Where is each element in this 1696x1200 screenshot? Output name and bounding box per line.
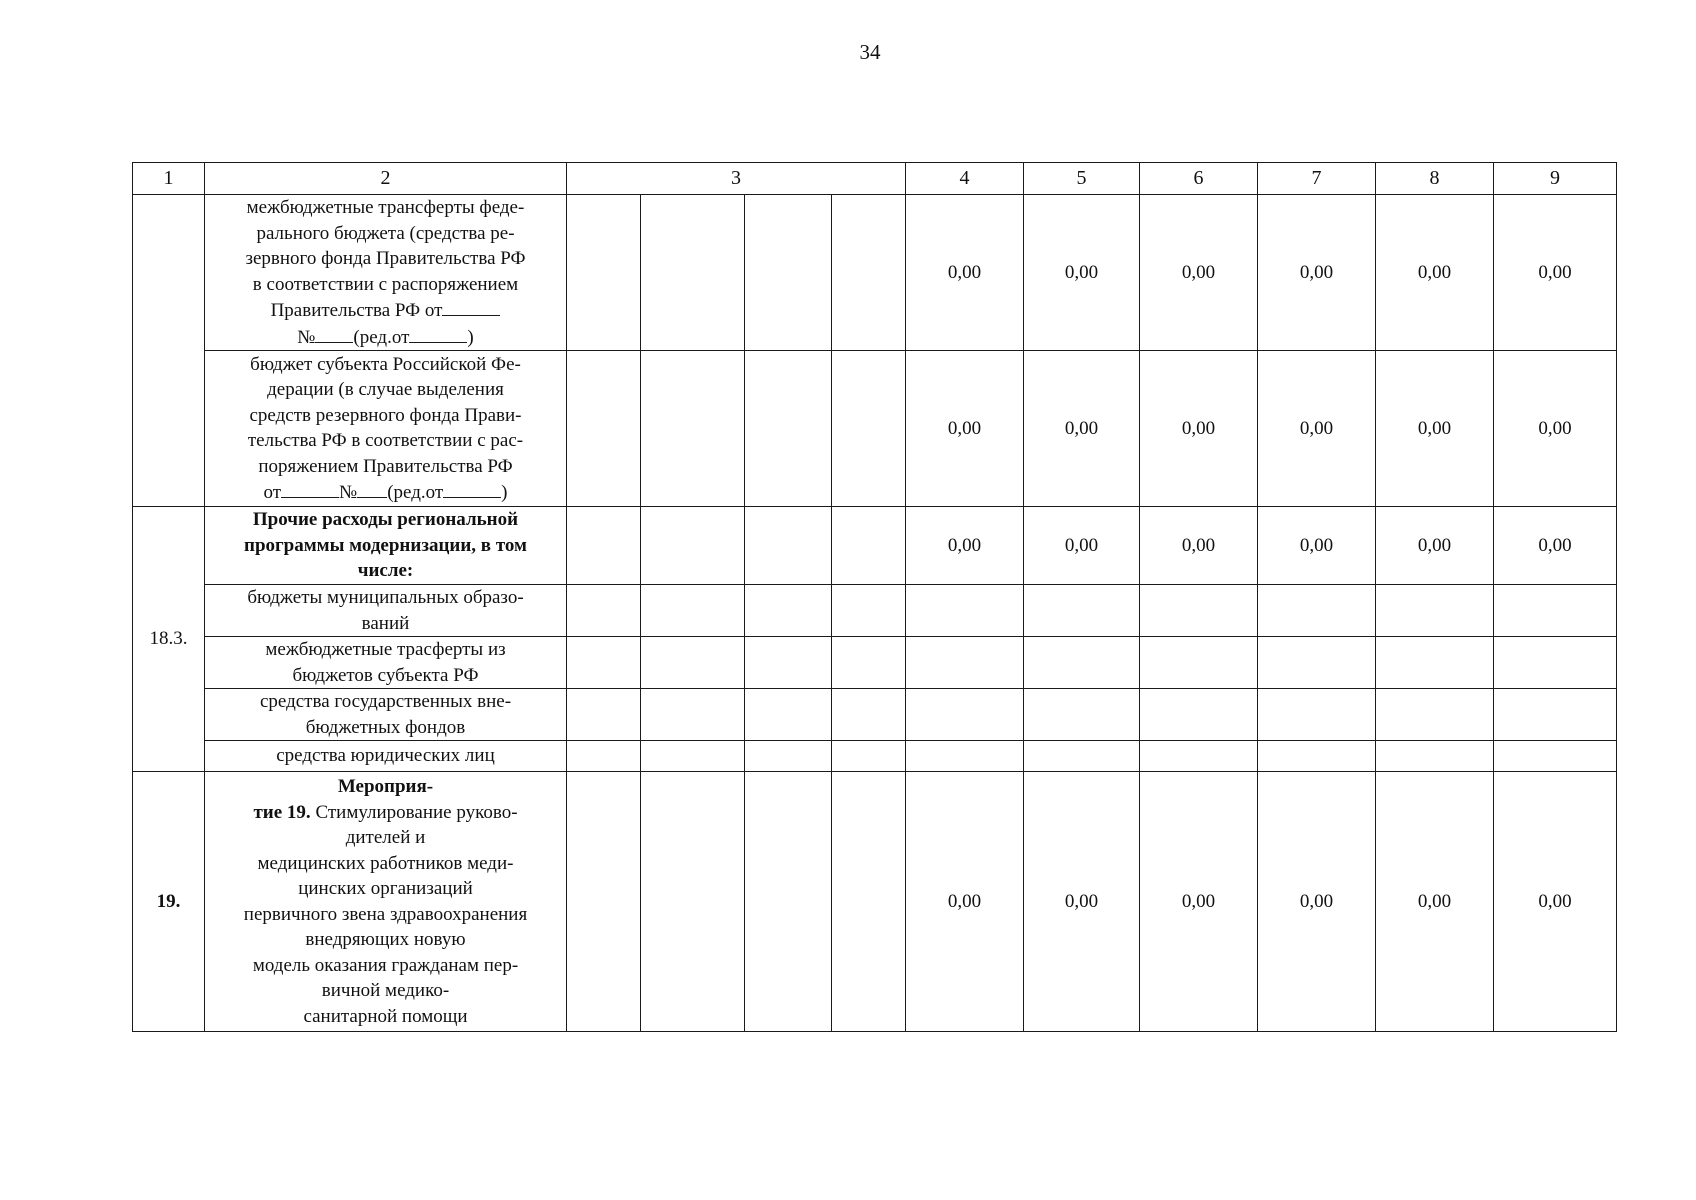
page-number: 34	[859, 40, 881, 64]
sub-cell-3c	[745, 507, 832, 585]
sub-cell-3d	[832, 772, 906, 1032]
value-cell: 0,00	[1140, 507, 1258, 585]
value-cell	[1258, 637, 1376, 689]
value-cell: 0,00	[1258, 772, 1376, 1032]
value-cell: 0,00	[1140, 772, 1258, 1032]
value-cell: 0,00	[1494, 772, 1617, 1032]
sub-cell-3b	[641, 741, 745, 772]
row-number-cell	[133, 195, 205, 507]
value-cell: 0,00	[1376, 351, 1494, 507]
value-cell	[1024, 741, 1140, 772]
header-cell-2: 2	[205, 163, 567, 195]
value-cell	[1258, 585, 1376, 637]
value-cell: 0,00	[1258, 507, 1376, 585]
value-cell	[1494, 637, 1617, 689]
value-cell: 0,00	[1494, 507, 1617, 585]
value-cell	[1494, 689, 1617, 741]
row-description: Мероприя- тие 19. Стимулирование руково- дителей и медицинских работников меди- цинских организаций первичного звена здравоохранения внедряющих новую модель оказания гражданам пер- вичной медико- санитарной помощи	[205, 772, 567, 1032]
value-cell: 0,00	[1258, 195, 1376, 351]
table-row-measure-19	[133, 772, 1617, 1032]
value-cell: 0,00	[1024, 507, 1140, 585]
sub-cell-3c	[745, 585, 832, 637]
value-cell: 0,00	[1024, 772, 1140, 1032]
sub-cell-3a	[567, 585, 641, 637]
value-cell: 0,00	[1376, 772, 1494, 1032]
sub-cell-3b	[641, 772, 745, 1032]
value-cell: 0,00	[1494, 351, 1617, 507]
header-cell-8: 8	[1376, 163, 1494, 195]
sub-cell-3a	[567, 772, 641, 1032]
sub-cell-3b	[641, 637, 745, 689]
value-cell	[1494, 585, 1617, 637]
row-description: средства юридических лиц	[205, 741, 567, 772]
value-cell	[906, 741, 1024, 772]
sub-cell-3a	[567, 195, 641, 351]
value-cell: 0,00	[1376, 507, 1494, 585]
value-cell	[1140, 689, 1258, 741]
sub-cell-3b	[641, 507, 745, 585]
table-row-other-expenses	[133, 507, 1617, 585]
sub-cell-3c	[745, 689, 832, 741]
table-row-legal-entities	[133, 741, 1617, 772]
value-cell	[1140, 741, 1258, 772]
sub-cell-3a	[567, 689, 641, 741]
sub-cell-3d	[832, 689, 906, 741]
value-cell	[906, 637, 1024, 689]
value-cell	[906, 585, 1024, 637]
row-number-cell: 18.3.	[133, 507, 205, 772]
value-cell	[1494, 741, 1617, 772]
sub-cell-3a	[567, 507, 641, 585]
row-description: бюджет субъекта Российской Фе- дерации (в случае выделения средств резервного фонда Прави- тельства РФ в соответствии с рас- поряжением Правительства РФ от № (ред.от )	[205, 351, 567, 507]
header-cell-7: 7	[1258, 163, 1376, 195]
value-cell	[1376, 741, 1494, 772]
sub-cell-3d	[832, 741, 906, 772]
value-cell	[1024, 637, 1140, 689]
value-cell	[906, 689, 1024, 741]
sub-cell-3b	[641, 351, 745, 507]
header-cell-9: 9	[1494, 163, 1617, 195]
sub-cell-3d	[832, 507, 906, 585]
value-cell: 0,00	[1140, 195, 1258, 351]
sub-cell-3b	[641, 195, 745, 351]
value-cell	[1140, 585, 1258, 637]
header-cell-6: 6	[1140, 163, 1258, 195]
value-cell: 0,00	[1024, 351, 1140, 507]
row-description: средства государственных вне- бюджетных фондов	[205, 689, 567, 741]
header-cell-4: 4	[906, 163, 1024, 195]
sub-cell-3c	[745, 772, 832, 1032]
row-description: Прочие расходы региональной программы модернизации, в том числе:	[205, 507, 567, 585]
value-cell	[1258, 689, 1376, 741]
header-row	[133, 163, 1617, 195]
value-cell: 0,00	[906, 772, 1024, 1032]
table-row-federal-transfers	[133, 195, 1617, 351]
header-cell-1: 1	[133, 163, 205, 195]
budget-table	[132, 162, 1617, 1032]
value-cell	[1024, 689, 1140, 741]
sub-cell-3c	[745, 195, 832, 351]
value-cell: 0,00	[906, 351, 1024, 507]
value-cell	[1376, 585, 1494, 637]
row-description: межбюджетные трансферты феде- рального бюджета (средства ре- зервного фонда Правительства РФ в соответствии с распоряжением Правительства РФ от № (ред.от )	[205, 195, 567, 351]
value-cell	[1258, 741, 1376, 772]
sub-cell-3d	[832, 637, 906, 689]
value-cell: 0,00	[1140, 351, 1258, 507]
header-cell-3: 3	[567, 163, 906, 195]
sub-cell-3c	[745, 637, 832, 689]
sub-cell-3c	[745, 351, 832, 507]
value-cell	[1024, 585, 1140, 637]
sub-cell-3b	[641, 585, 745, 637]
sub-cell-3d	[832, 351, 906, 507]
row-number-cell: 19.	[133, 772, 205, 1032]
value-cell: 0,00	[1376, 195, 1494, 351]
table-row-subject-budget	[133, 351, 1617, 507]
table-row-interbudget-transfers	[133, 637, 1617, 689]
value-cell: 0,00	[906, 195, 1024, 351]
sub-cell-3d	[832, 195, 906, 351]
header-cell-5: 5	[1024, 163, 1140, 195]
value-cell: 0,00	[906, 507, 1024, 585]
sub-cell-3d	[832, 585, 906, 637]
sub-cell-3b	[641, 689, 745, 741]
row-description: бюджеты муниципальных образо- ваний	[205, 585, 567, 637]
value-cell: 0,00	[1024, 195, 1140, 351]
sub-cell-3a	[567, 351, 641, 507]
sub-cell-3c	[745, 741, 832, 772]
value-cell: 0,00	[1258, 351, 1376, 507]
table-row-extrabudgetary-funds	[133, 689, 1617, 741]
value-cell	[1376, 689, 1494, 741]
sub-cell-3a	[567, 741, 641, 772]
value-cell	[1140, 637, 1258, 689]
sub-cell-3a	[567, 637, 641, 689]
table-row-municipal-budgets	[133, 585, 1617, 637]
value-cell	[1376, 637, 1494, 689]
value-cell: 0,00	[1494, 195, 1617, 351]
row-description: межбюджетные трасферты из бюджетов субъекта РФ	[205, 637, 567, 689]
